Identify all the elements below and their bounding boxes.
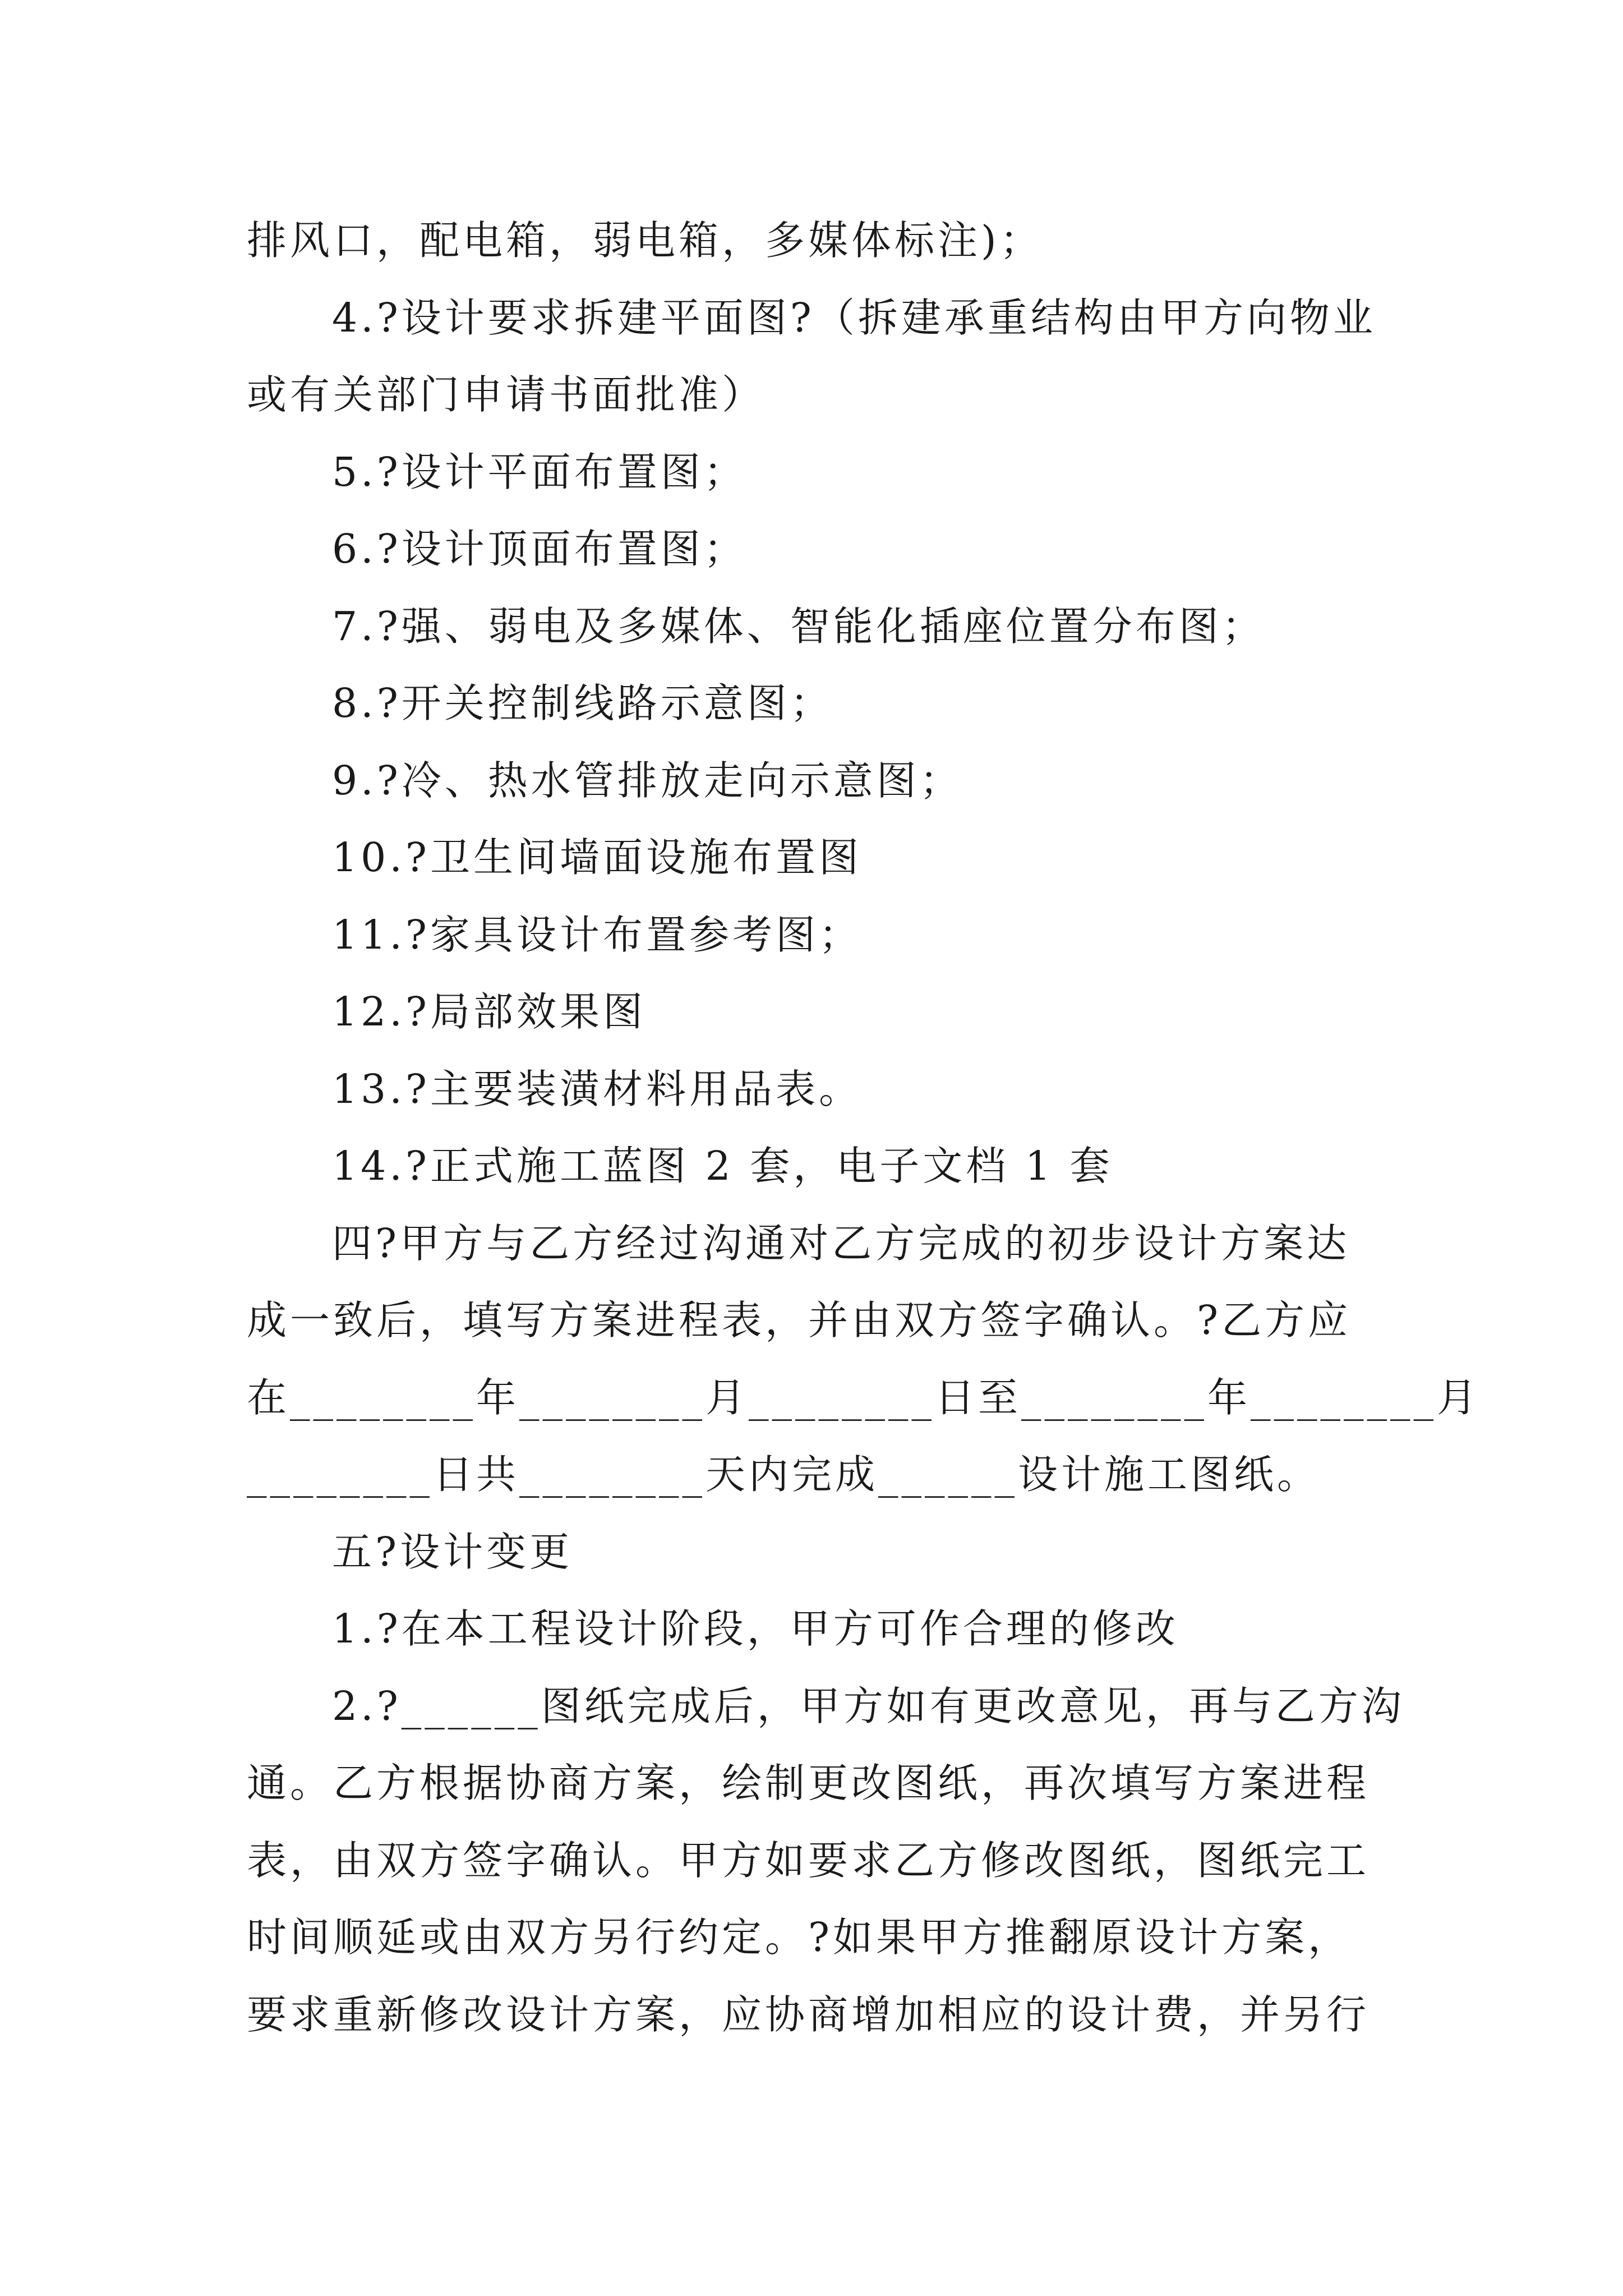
text-line: 6.?设计顶面布置图； [332,526,747,572]
text-line: 五?设计变更 [332,1528,573,1575]
text-line: 表，由双方签字确认。甲方如要求乙方修改图纸，图纸完工 [247,1837,1370,1884]
text-line: 时间顺延或由双方另行约定。?如果甲方推翻原设计方案， [247,1914,1352,1961]
text-line: 排风口，配电箱，弱电箱，多媒体标注)； [247,217,1043,264]
text-line: ________日共________天内完成______设计施工图纸。 [247,1451,1321,1498]
text-line: 9.?冷、热水管排放走向示意图； [332,757,963,804]
text-line: 12.?局部效果图 [332,988,646,1035]
text-line: 8.?开关控制线路示意图； [332,680,833,726]
text-line: 11.?家具设计布置参考图； [332,911,862,958]
document-body [247,202,1481,2053]
text-line: 四?甲方与乙方经过沟通对乙方完成的初步设计方案达 [332,1220,1350,1267]
text-line: 13.?主要装潢材料用品表。 [332,1065,862,1112]
text-line: 7.?强、弱电及多媒体、智能化插座位置分布图； [332,602,1265,650]
text-line: 或有关部门申请书面批准） [247,371,766,418]
text-line: 1.?在本工程设计阶段，甲方可作合理的修改 [332,1605,1179,1652]
text-line: 4.?设计要求拆建平面图?（拆建承重结构由甲方向物业 [332,294,1376,341]
text-line: 要求重新修改设计方案，应协商增加相应的设计费，并另行 [247,1991,1370,2038]
text-line: 14.?正式施工蓝图 2 套，电子文档 1 套 [332,1143,1113,1189]
text-line: 在________年________月________日至________年________月 [247,1374,1481,1421]
text-line: 10.?卫生间墙面设施布置图 [332,834,862,881]
text-line: 成一致后，填写方案进程表，并由双方签字确认。?乙方应 [247,1297,1352,1343]
text-line: 2.?______图纸完成后，甲方如有更改意见，再与乙方沟 [332,1682,1405,1729]
text-line: 5.?设计平面布置图； [332,448,747,495]
text-line: 通。乙方根据协商方案，绘制更改图纸，再次填写方案进程 [247,1760,1370,1806]
